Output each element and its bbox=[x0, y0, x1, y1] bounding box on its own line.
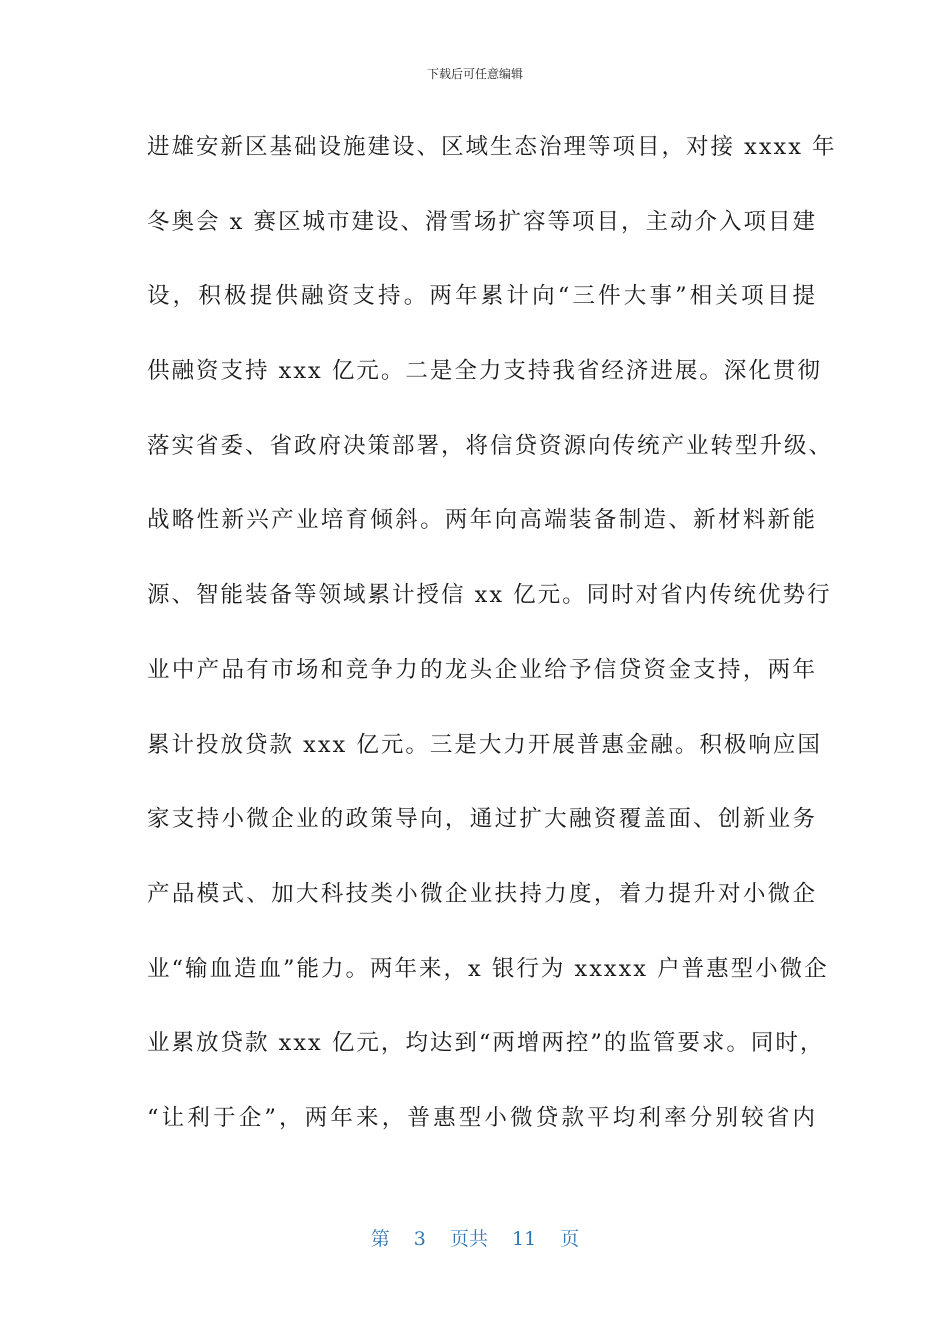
text-line: 冬奥会 x 赛区城市建设、滑雪场扩容等项目，主动介入项目建 bbox=[147, 208, 817, 235]
header-note: 下载后可任意编辑 bbox=[426, 67, 523, 81]
text-line: 业中产品有市场和竞争力的龙头企业给予信贷资金支持，两年 bbox=[147, 656, 817, 683]
text-line: 累计投放贷款 xxx 亿元。三是大力开展普惠金融。积极响应国 bbox=[147, 731, 822, 758]
text-line: 落实省委、省政府决策部署，将信贷资源向传统产业转型升级、 bbox=[147, 432, 834, 459]
text-line: 家支持小微企业的政策导向，通过扩大融资覆盖面、创新业务 bbox=[147, 806, 817, 833]
page-total-label: 页共 bbox=[449, 1228, 488, 1250]
text-line: 产品模式、加大科技类小微企业扶持力度，着力提升对小微企 bbox=[147, 880, 817, 907]
text-line: 业累放贷款 xxx 亿元，均达到“两增两控”的监管要求。同时， bbox=[147, 1030, 825, 1057]
page-end-label: 页 bbox=[560, 1228, 580, 1250]
total-pages-number: 11 bbox=[512, 1228, 537, 1250]
page-number-footer bbox=[0, 1226, 950, 1252]
text-line: 供融资支持 xxx 亿元。二是全力支持我省经济进展。深化贯彻 bbox=[147, 358, 822, 385]
page-label: 第 bbox=[370, 1228, 390, 1250]
text-line: 源、智能装备等领域累计授信 xx 亿元。同时对省内传统优势行 bbox=[147, 582, 832, 609]
text-line: 设，积极提供融资支持。两年累计向“三件大事”相关项目提 bbox=[147, 283, 817, 310]
text-line: 进雄安新区基础设施建设、区域生态治理等项目，对接 xxxx 年 bbox=[147, 134, 837, 160]
current-page-number: 3 bbox=[413, 1228, 426, 1250]
text-line: 业“输血造血”能力。两年来，x 银行为 xxxxx 户普惠型小微企 bbox=[147, 955, 829, 982]
body-text bbox=[147, 124, 837, 1170]
text-line: “让利于企”，两年来，普惠型小微贷款平均利率分别较省内 bbox=[147, 1104, 817, 1131]
text-line: 战略性新兴产业培育倾斜。两年向高端装备制造、新材料新能 bbox=[147, 507, 817, 534]
